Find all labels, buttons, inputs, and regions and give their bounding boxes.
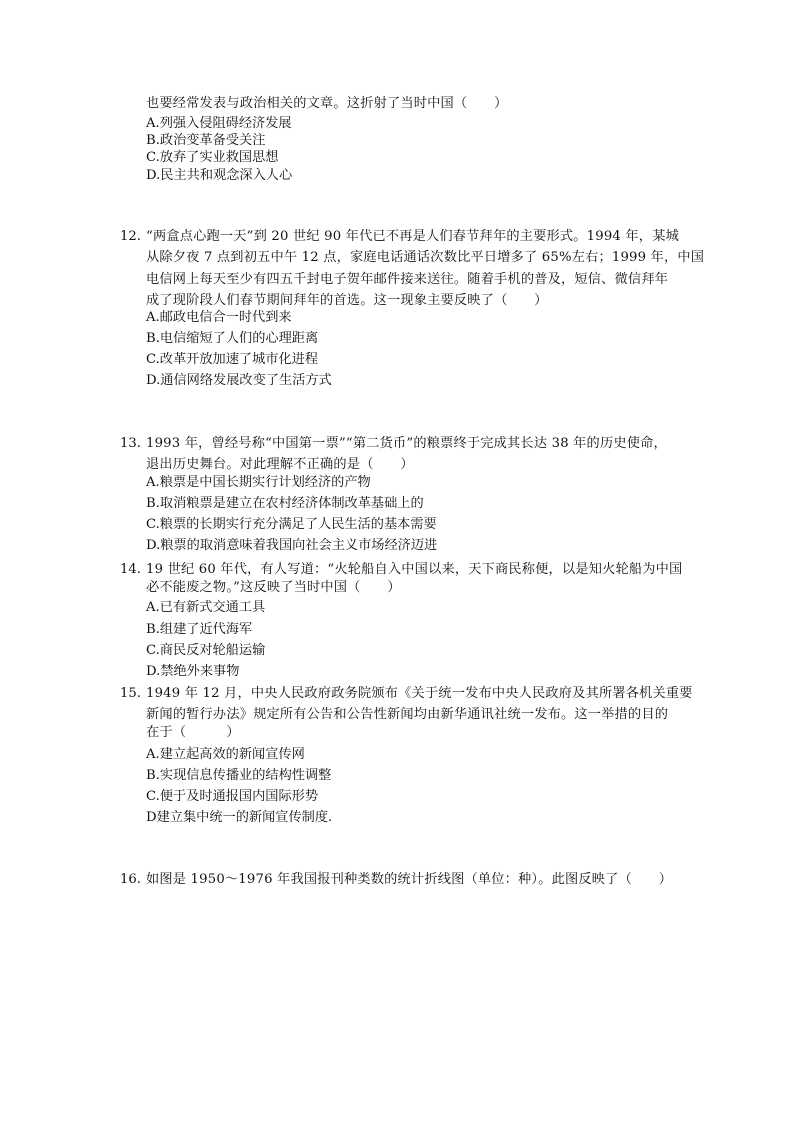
q14-stem-line-1: 19 世纪 60 年代，有人写道：“火轮船自入中国以来，天下商民称便，以是知火轮船为中国 xyxy=(146,562,683,577)
q11-stem-tail: 也要经常发表与政治相关的文章。这折射了当时中国（ ） xyxy=(146,96,508,111)
q11-option-d: D.民主共和观念深入人心 xyxy=(146,168,293,183)
q13-option-a: A.粮票是中国长期实行计划经济的产物 xyxy=(146,475,371,490)
q13-option-c: C.粮票的长期实行充分满足了人民生活的基本需要 xyxy=(146,517,437,532)
q15-number: 15. xyxy=(120,686,141,701)
q12-number: 12. xyxy=(120,229,141,244)
q13-option-b: B.取消粮票是建立在农村经济体制改革基础上的 xyxy=(146,496,424,511)
q13-stem-line-1: 1993 年，曾经号称“中国第一票”“第二货币”的粮票终于完成其长达 38 年的历史使命， xyxy=(146,436,667,451)
q12-option-b: B.电信缩短了人们的心理距离 xyxy=(146,331,319,346)
q16-number: 16. xyxy=(120,872,141,887)
q14-option-a: A.已有新式交通工具 xyxy=(146,600,266,615)
q12-stem-line-3: 电信网上每天至少有四五千封电子贺年邮件接来送往。随着手机的普及，短信、微信拜年 xyxy=(146,272,669,287)
q14-stem-line-2: 必不能废之物。”这反映了当时中国（ ） xyxy=(146,580,401,595)
q11-option-a: A.列强入侵阻碍经济发展 xyxy=(146,116,292,131)
q12-option-a: A.邮政电信合一时代到来 xyxy=(146,310,292,325)
q16-stem-line-1: 如图是 1950～1976 年我国报刊种类数的统计折线图（单位：种）。此图反映了（ ） xyxy=(146,872,673,887)
q11-option-c: C.放弃了实业救国思想 xyxy=(146,150,279,165)
q13-stem-line-2: 退出历史舞台。对此理解不正确的是（ ） xyxy=(146,457,414,472)
q12-stem-line-2: 从除夕夜 7 点到初五中午 12 点，家庭电话通话次数比平日增多了 65%左右；1999 年，中国 xyxy=(146,250,705,265)
q14-option-b: B.组建了近代海军 xyxy=(146,622,253,637)
q15-stem-line-3: 在于（ ） xyxy=(146,725,240,740)
q11-option-b: B.政治变革备受关注 xyxy=(146,133,266,148)
q12-option-c: C.改革开放加速了城市化进程 xyxy=(146,352,319,367)
q15-option-b: B.实现信息传播业的结构性调整 xyxy=(146,768,332,783)
q13-option-d: D.粮票的取消意味着我国向社会主义市场经济迈进 xyxy=(146,538,438,553)
q15-option-a: A.建立起高效的新闻宣传网 xyxy=(146,747,305,762)
q14-option-d: D.禁绝外来事物 xyxy=(146,664,240,679)
q15-stem-line-1: 1949 年 12 月，中央人民政府政务院颁布《关于统一发布中央人民政府及其所署各机关重要 xyxy=(146,686,693,701)
q14-number: 14. xyxy=(120,562,141,577)
q15-option-c: C.便于及时通报国内国际形势 xyxy=(146,789,319,804)
q12-stem-line-4: 成了现阶段人们春节期间拜年的首选。这一现象主要反映了（ ） xyxy=(146,293,548,308)
q15-stem-line-2: 新闻的暂行办法》规定所有公告和公告性新闻均由新华通讯社统一发布。这一举措的目的 xyxy=(146,707,669,722)
q13-number: 13. xyxy=(120,436,141,451)
q12-stem-line-1: “两盒点心跑一天”到 20 世纪 90 年代已不再是人们春节拜年的主要形式。1994 年，某城 xyxy=(146,229,679,244)
q12-option-d: D.通信网络发展改变了生活方式 xyxy=(146,373,332,388)
q15-option-d: D建立集中统一的新闻宣传制度. xyxy=(146,810,333,825)
q14-option-c: C.商民反对轮船运输 xyxy=(146,643,266,658)
